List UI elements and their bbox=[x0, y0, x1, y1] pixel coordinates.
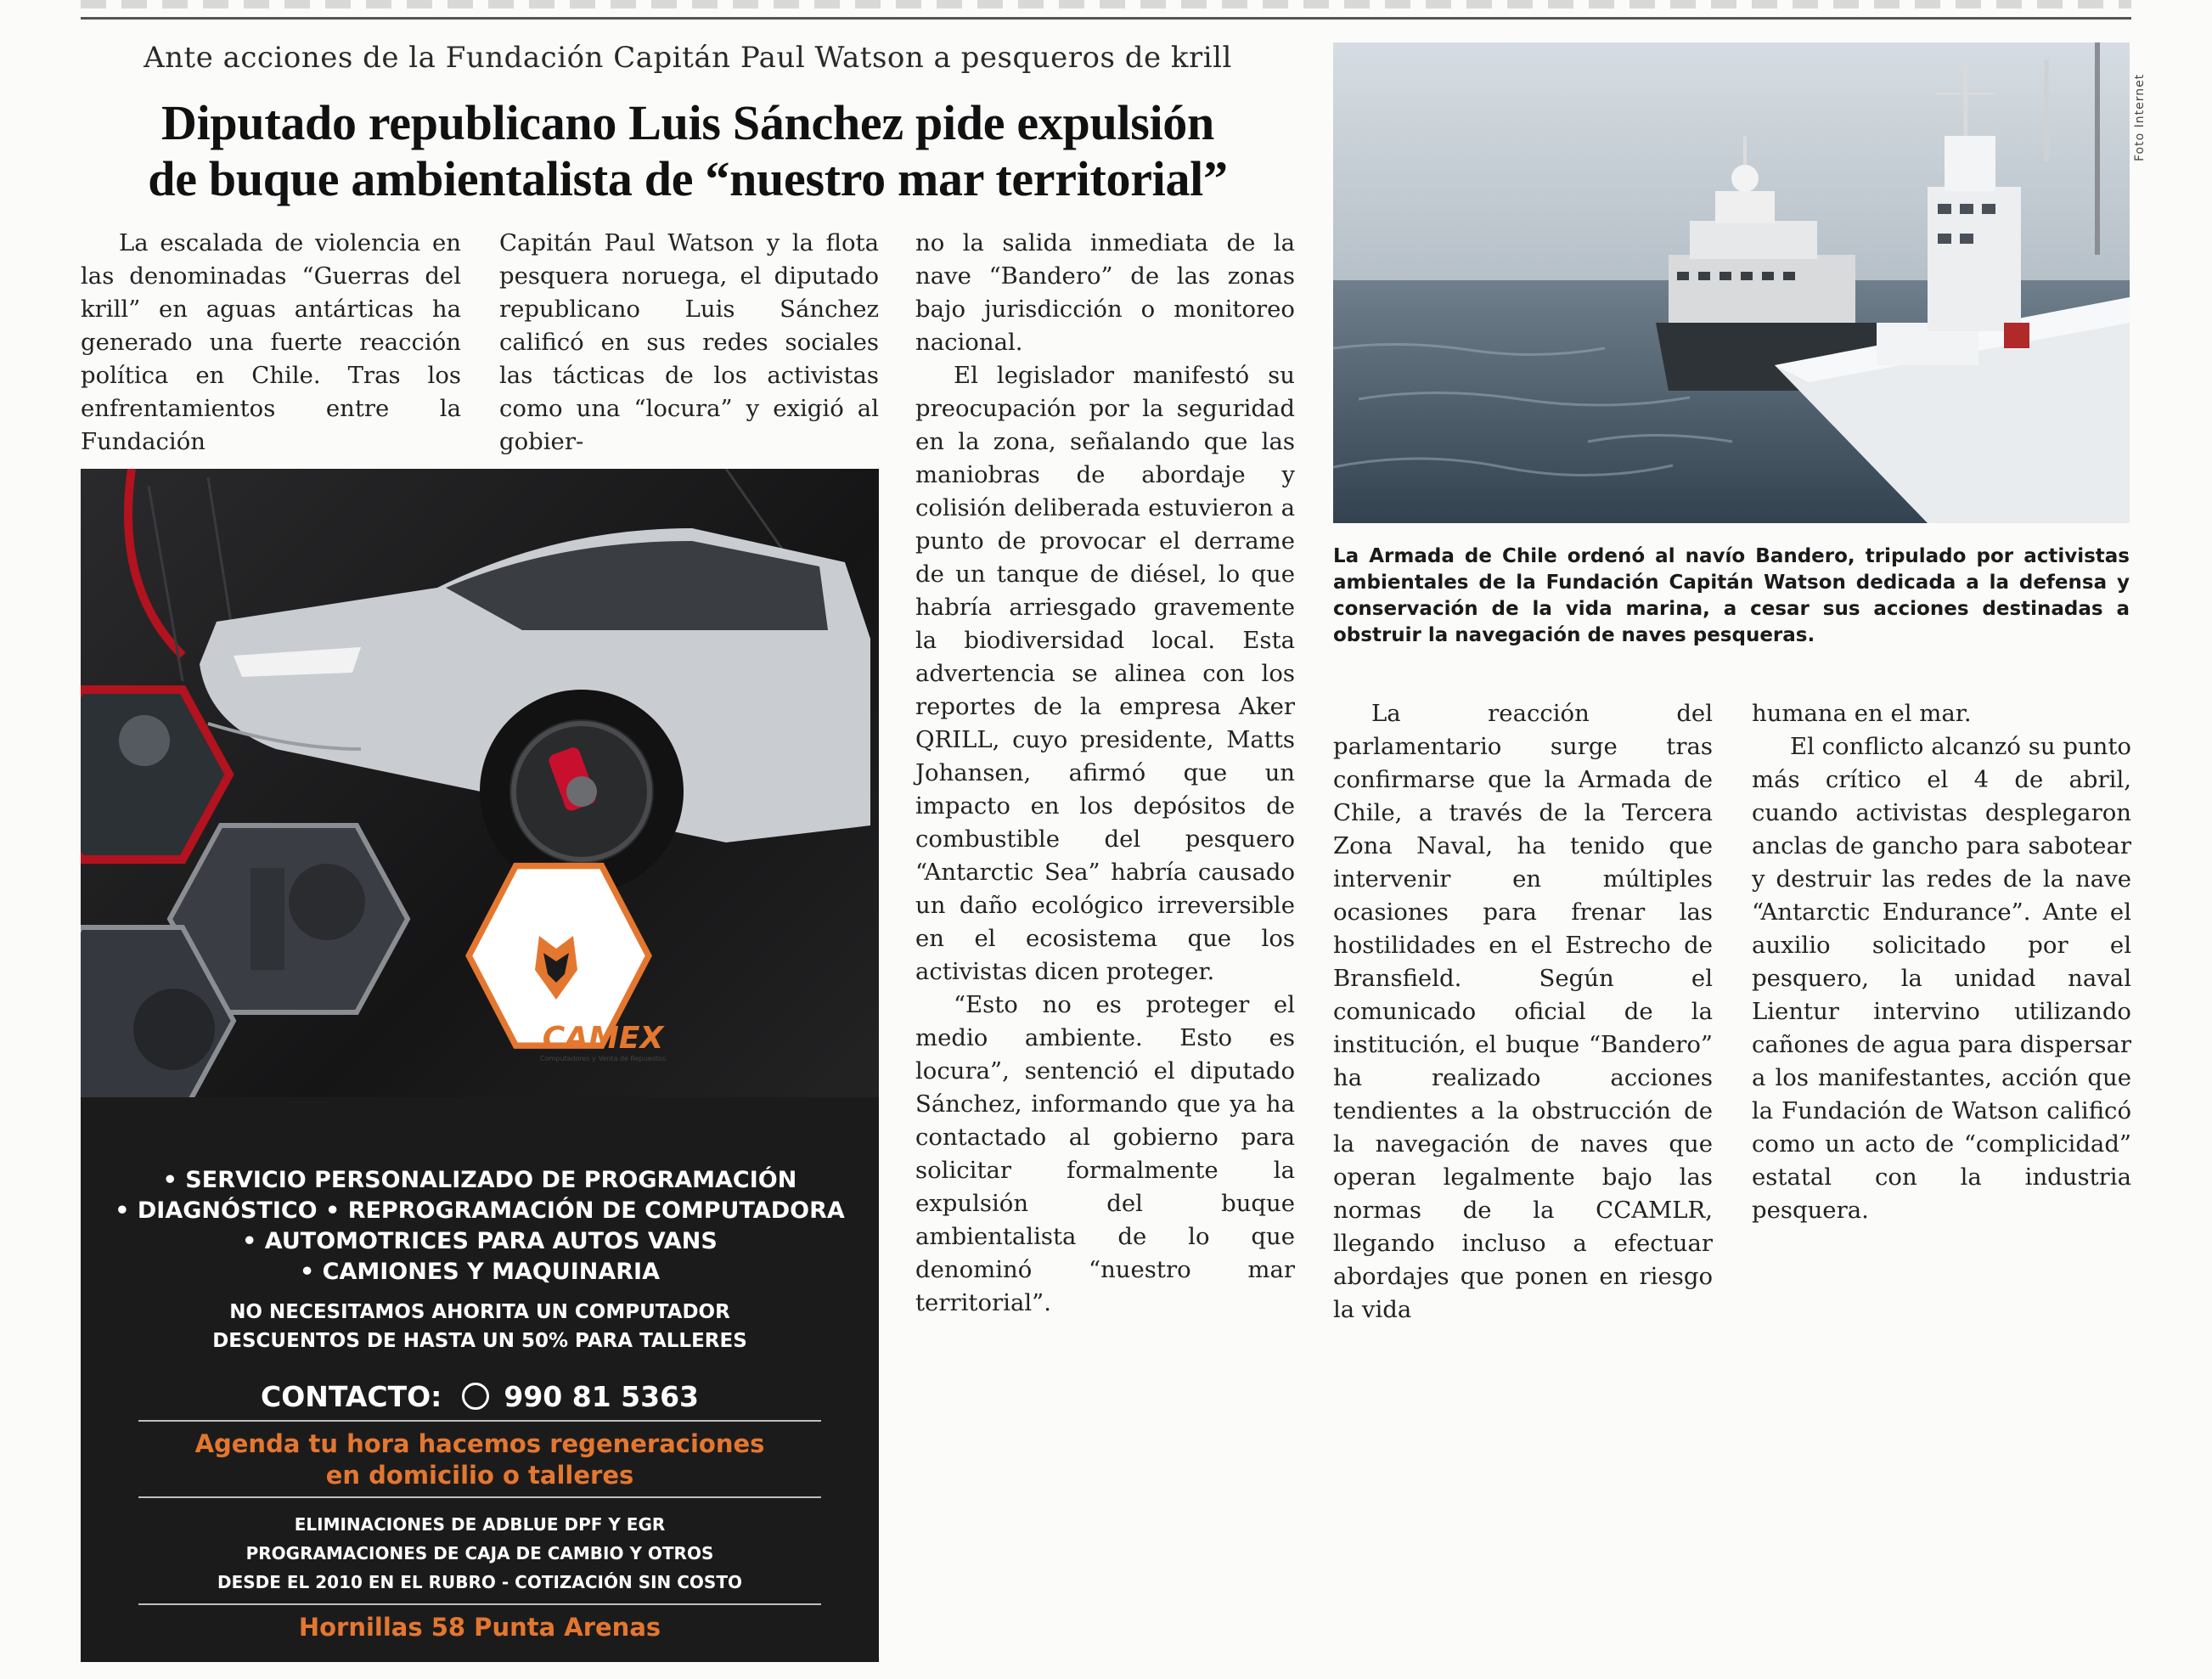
headline-line-2: de buque ambientalista de “nuestro mar territorial” bbox=[148, 151, 1228, 206]
photo-credit: Foto Internet bbox=[2133, 73, 2147, 161]
ad-notice-1: NO NECESITAMOS AHORITA UN COMPUTADOR bbox=[229, 1301, 730, 1323]
ad-promo bbox=[81, 1428, 879, 1491]
ad-image-area bbox=[81, 469, 879, 1097]
ad-extras bbox=[81, 1510, 879, 1597]
ad-service-1: • SERVICIO PERSONALIZADO DE PROGRAMACIÓN bbox=[162, 1167, 797, 1193]
camex-tagline: Computadores y Venta de Repuestos bbox=[540, 1055, 666, 1062]
ad-collage bbox=[81, 469, 879, 1097]
column-5-paragraph-1: humana en el mar. bbox=[1752, 700, 1972, 727]
ad-promo-line-1: Agenda tu hora hacemos regeneraciones bbox=[194, 1429, 765, 1458]
ad-notices bbox=[81, 1298, 879, 1355]
photo-caption: La Armada de Chile ordenó al navío Bandero, tripulado por activistas ambientales de la Fundación Capitán Watson dedicada a la defensa y conservación de la vida marina, a cesar sus acciones destinadas a obstruir la navegación de naves pesqueras. bbox=[1333, 545, 2130, 646]
previous-article-edge bbox=[81, 0, 2131, 8]
ad-service-4: • CAMIONES Y MAQUINARIA bbox=[300, 1259, 660, 1285]
column-3-paragraph-2: El legislador manifestó su preocupación por la seguridad en la zona, señalando que las maniobras de abordaje y colisión deliberada estuvieron a punto de provocar el derrame de un tanque de diésel, lo que habría arriesgado gravemente la biodiversidad local. Esta advertencia se alinea con los reportes de la empresa Aker QRILL, cuyo presidente, Matts Johansen, afirmó que un impacto en los depósitos de combustible del pesquero “Antarctic Sea” habría causado un daño ecológico irreversible en el ecosistema que los activistas dicen proteger. bbox=[915, 362, 1295, 985]
column-2-text: Capitán Paul Watson y la flota pesquera noruega, el diputado republicano Luis Sánchez calificó en sus redes sociales las tácticas de los activistas como una “locura” y exigió al gobier- bbox=[499, 229, 879, 455]
contact-phone[interactable]: 990 81 5363 bbox=[504, 1380, 699, 1413]
article-column-2 bbox=[499, 227, 879, 459]
ad-divider-3 bbox=[138, 1603, 821, 1605]
headline-line-1: Diputado republicano Luis Sánchez pide expulsión bbox=[161, 95, 1214, 150]
ad-divider-2 bbox=[138, 1496, 821, 1498]
column-5-paragraph-2: El conflicto alcanzó su punto más crítico el 4 de abril, cuando activistas desplegaron anclas de gancho para sabotear y destruir las redes de la nave “Antarctic Endurance”. Ante el auxilio solicitado por el pesquero, la unidad naval Lientur intervino utilizando cañones de agua para dispersar a los manifestantes, acción que la Fundación de Watson calificó como un acto de “complicidad” estatal con la industria pesquera. bbox=[1752, 733, 2131, 1224]
article-headline bbox=[81, 95, 1295, 207]
ad-address: Hornillas 58 Punta Arenas bbox=[298, 1613, 661, 1642]
ad-services-list bbox=[81, 1165, 879, 1287]
camex-logo bbox=[469, 866, 649, 1046]
ad-service-2: • DIAGNÓSTICO • REPROGRAMACIÓN DE COMPUTADORA bbox=[115, 1197, 845, 1224]
column-4-text: La reacción del parlamentario surge tras confirmarse que la Armada de Chile, a través de la Tercera Zona Naval, ha tenido que intervenir en múltiples ocasiones para frenar las hostilidades en el Estrecho de Bransfield. Según el comunicado oficial de la institución, el buque “Bandero” ha realizado acciones tendientes a la obstrucción de la navegación de naves que operan legalmente bajo las normas de la CCAMLR, llegando incluso a efectuar abordajes que ponen en riesgo la vida bbox=[1333, 700, 1713, 1323]
ad-extra-2: PROGRAMACIONES DE CAJA DE CAMBIO Y OTROS bbox=[245, 1543, 714, 1563]
column-3-paragraph-1: no la salida inmediata de la nave “Bandero” de las zonas bajo jurisdicción o monitoreo nacional. bbox=[915, 229, 1295, 356]
column-1-text: La escalada de violencia en las denominadas “Guerras del krill” en aguas antárticas ha generado una fuerte reacción política en Chile. Tras los enfrentamientos entre la Fundación bbox=[81, 229, 461, 455]
article-column-1 bbox=[81, 227, 461, 459]
news-photo-ships bbox=[1333, 42, 2130, 523]
ad-promo-line-2: en domicilio o talleres bbox=[325, 1461, 634, 1490]
article-column-4 bbox=[1333, 697, 1713, 1327]
whatsapp-icon bbox=[462, 1383, 489, 1410]
section-rule bbox=[81, 17, 2131, 20]
article-column-5 bbox=[1752, 697, 2131, 1227]
column-3-paragraph-3: “Esto no es proteger el medio ambiente. Esto es locura”, sentenció el diputado Sánchez, informando que ya ha contactado al gobierno para solicitar formalmente la expulsión del buque ambientalista de lo que denominó “nuestro mar territorial”. bbox=[915, 991, 1295, 1316]
camex-advertisement bbox=[81, 469, 879, 1662]
ad-service-3: • AUTOMOTRICES PARA AUTOS VANS bbox=[242, 1228, 718, 1254]
ad-contact bbox=[81, 1380, 879, 1413]
ad-extra-3: DESDE EL 2010 EN EL RUBRO - COTIZACIÓN SIN COSTO bbox=[217, 1572, 742, 1592]
ad-extra-1: ELIMINACIONES DE ADBLUE DPF Y EGR bbox=[294, 1514, 666, 1535]
article-column-3 bbox=[915, 227, 1295, 1320]
ad-divider-1 bbox=[138, 1420, 821, 1422]
ad-notice-2: DESCUENTOS DE HASTA UN 50% PARA TALLERES bbox=[212, 1330, 747, 1352]
ships-illustration bbox=[1333, 42, 2130, 523]
camex-brand: CAMEX bbox=[542, 1021, 664, 1056]
contact-label: CONTACTO: bbox=[261, 1380, 442, 1413]
article-kicker: Ante acciones de la Fundación Capitán Paul Watson a pesqueros de krill bbox=[144, 41, 1232, 75]
